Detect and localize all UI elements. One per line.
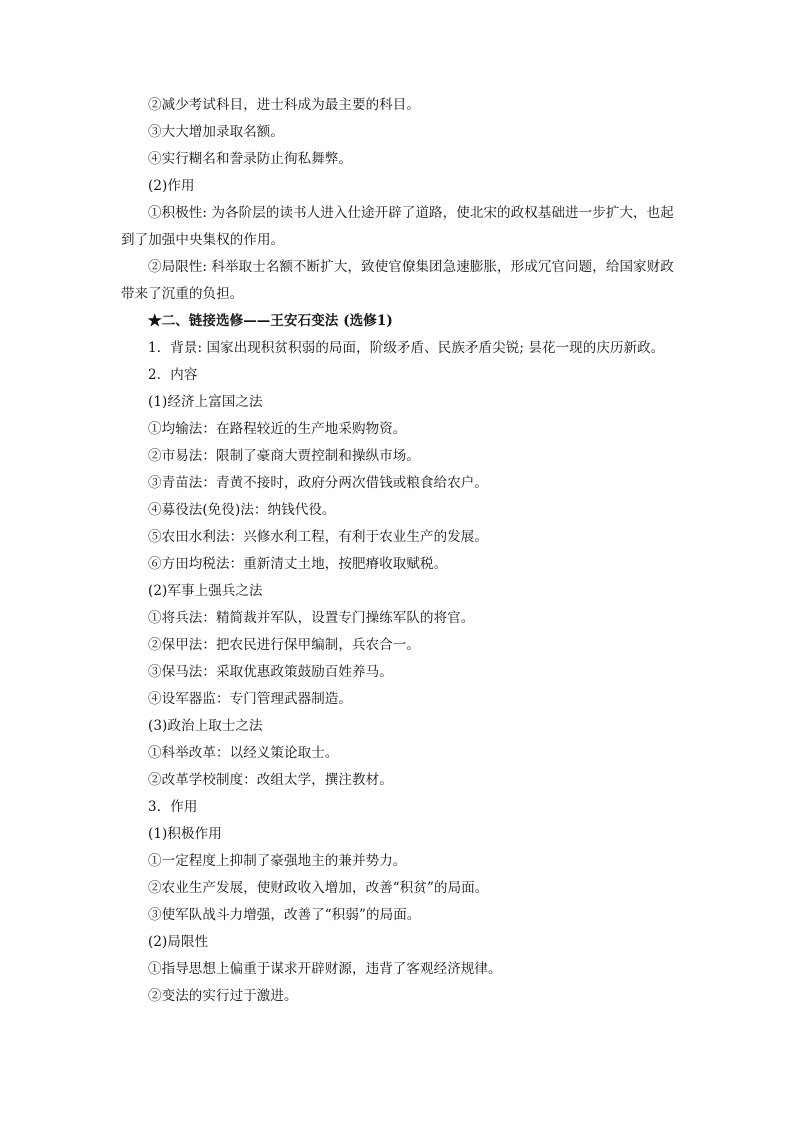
text-line: ②减少考试科目，进士科成为最主要的科目。 — [148, 97, 420, 113]
text-line: ②市易法：限制了豪商大贾控制和操纵市场。 — [148, 448, 420, 464]
section-heading: (1)积极作用 — [148, 826, 222, 842]
section-heading: 3．作用 — [148, 799, 198, 815]
text-line: ③保马法：采取优惠政策鼓励百姓养马。 — [148, 664, 393, 680]
text-line: ⑤农田水利法：兴修水利工程，有利于农业生产的发展。 — [148, 529, 488, 545]
text-line: ③青苗法：青黄不接时，政府分两次借钱或粮食给农户。 — [148, 475, 488, 491]
paragraph: ①积极性: 为各阶层的读书人进入仕途开辟了道路，使北宋的政权基础进一步扩大，也起到了加强中央集权的作用。 — [121, 205, 674, 248]
text-line: ①将兵法：精简裁并军队，设置专门操练军队的将官。 — [148, 610, 475, 626]
text-line: ③大大增加录取名额。 — [148, 124, 284, 140]
paragraph: ②局限性: 科举取士名额不断扩大，致使官僚集团急速膨胀，形成冗官问题，给国家财政带来了沉重的负担。 — [121, 259, 674, 302]
text-line: ②变法的实行过于激进。 — [148, 988, 298, 1004]
text-line: ④实行糊名和誊录防止徇私舞弊。 — [148, 151, 352, 167]
text-line: ②改革学校制度：改组太学，撰注教材。 — [148, 772, 393, 788]
chapter-heading: ★二、链接选修——王安石变法 (选修1) — [148, 313, 393, 329]
text-line: ②农业生产发展，使财政收入增加，改善“积贫”的局面。 — [148, 880, 489, 896]
section-heading: 2．内容 — [148, 367, 198, 383]
text-line: ④募役法(免役)法：纳钱代役。 — [148, 502, 336, 518]
section-heading: (3)政治上取士之法 — [148, 718, 263, 734]
text-line: ⑥方田均税法：重新清丈土地，按肥瘠收取赋税。 — [148, 556, 448, 572]
text-line: 1．背景: 国家出现积贫积弱的局面，阶级矛盾、民族矛盾尖锐; 昙花一现的庆历新政。 — [148, 340, 665, 356]
section-heading: (2)局限性 — [148, 934, 209, 950]
section-heading: (1)经济上富国之法 — [148, 394, 263, 410]
section-heading: (2)军事上强兵之法 — [148, 583, 263, 599]
text-line: ④设军器监：专门管理武器制造。 — [148, 691, 352, 707]
text-line: ②保甲法：把农民进行保甲编制，兵农合一。 — [148, 637, 420, 653]
text-line: ①均输法：在路程较近的生产地采购物资。 — [148, 421, 407, 437]
text-line: ①一定程度上抑制了豪强地主的兼并势力。 — [148, 853, 407, 869]
text-line: ①科举改革：以经义策论取士。 — [148, 745, 339, 761]
section-heading: (2)作用 — [148, 178, 195, 194]
text-line: ①指导思想上偏重于谋求开辟财源，违背了客观经济规律。 — [148, 961, 502, 977]
document-page — [121, 92, 681, 1010]
text-line: ③使军队战斗力增强，改善了“积弱”的局面。 — [148, 907, 421, 923]
